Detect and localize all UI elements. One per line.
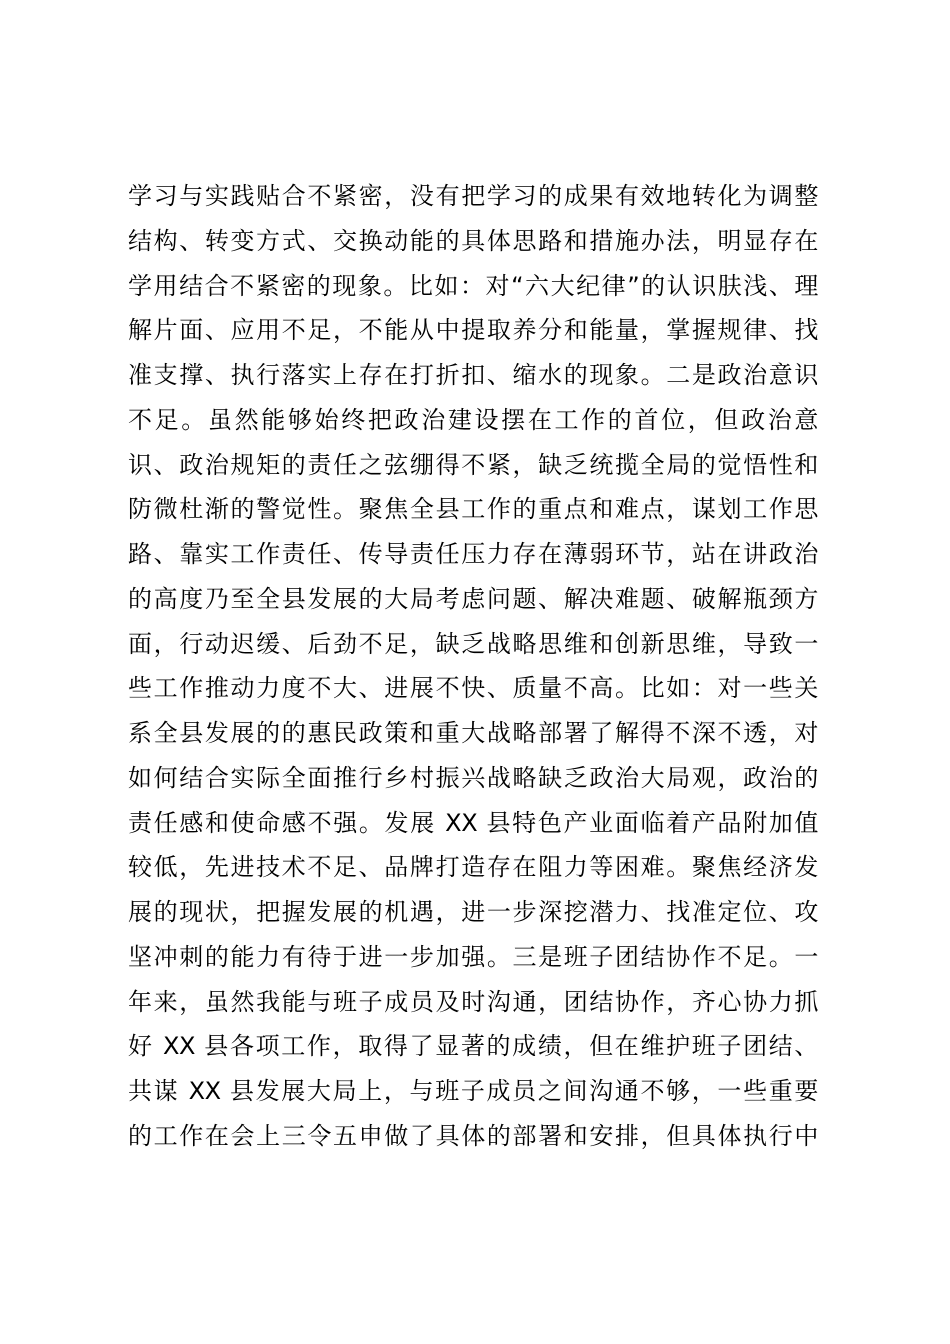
text-line: 展的现状，把握发展的机遇，进一步深挖潜力、找准定位、攻	[128, 898, 818, 926]
text-line: 学用结合不紧密的现象。比如：对“六大纪律”的认识肤浅、理	[128, 271, 818, 300]
text-line: 如何结合实际全面推行乡村振兴战略缺乏政治大局观，政治的	[128, 763, 818, 792]
document-body	[128, 174, 818, 1159]
text-line: 准支撑、执行落实上存在打折扣、缩水的现象。二是政治意识	[128, 361, 818, 389]
text-line: 系全县发展的的惠民政策和重大战略部署了解得不深不透，对	[128, 719, 818, 747]
text-line: 共谋 XX 县发展大局上，与班子成员之间沟通不够，一些重要	[128, 1077, 818, 1105]
text-line: 路、靠实工作责任、传导责任压力存在薄弱环节，站在讲政治	[128, 540, 818, 568]
text-line: 结构、转变方式、交换动能的具体思路和措施办法，明显存在	[128, 226, 818, 255]
text-line: 不足。虽然能够始终把政治建设摆在工作的首位，但政治意	[128, 405, 818, 434]
text-line: 的高度乃至全县发展的大局考虑问题、解决难题、破解瓶颈方	[128, 584, 818, 613]
text-line: 面，行动迟缓、后劲不足，缺乏战略思维和创新思维，导致一	[128, 629, 818, 658]
text-line: 好 XX 县各项工作，取得了显著的成绩，但在维护班子团结、	[128, 1032, 818, 1061]
text-line: 坚冲刺的能力有待于进一步加强。三是班子团结协作不足。一	[128, 942, 818, 971]
text-line: 的工作在会上三令五申做了具体的部署和安排，但具体执行中	[128, 1121, 818, 1150]
text-line: 学习与实践贴合不紧密，没有把学习的成果有效地转化为调整	[128, 182, 818, 210]
text-line: 些工作推动力度不大、进展不快、质量不高。比如：对一些关	[128, 674, 818, 703]
text-line: 较低，先进技术不足、品牌打造存在阻力等困难。聚焦经济发	[128, 853, 818, 882]
text-line: 识、政治规矩的责任之弦绷得不紧，缺乏统揽全局的觉悟性和	[128, 450, 818, 479]
text-line: 责任感和使命感不强。发展 XX 县特色产业面临着产品附加值	[128, 808, 818, 837]
text-line: 年来，虽然我能与班子成员及时沟通，团结协作，齐心协力抓	[128, 987, 818, 1016]
text-line: 解片面、应用不足，不能从中提取养分和能量，掌握规律、找	[128, 316, 818, 345]
text-line: 防微杜渐的警觉性。聚焦全县工作的重点和难点，谋划工作思	[128, 495, 818, 524]
